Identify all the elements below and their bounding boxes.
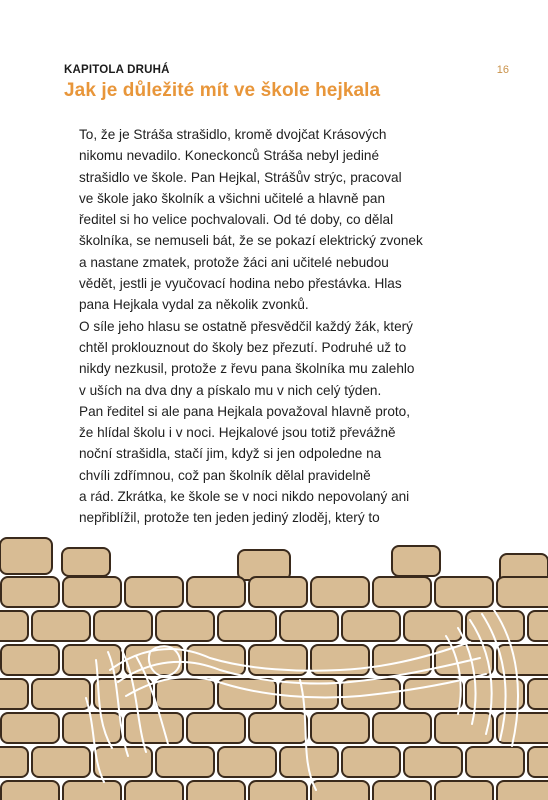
wall-stone: [497, 645, 548, 675]
text-line: To, že je Stráša strašidlo, kromě dvojčat Krásových: [79, 127, 387, 142]
wall-stone: [238, 550, 290, 580]
wall-stone: [94, 679, 152, 709]
wall-stone: [249, 713, 307, 743]
wall-stone: [373, 781, 431, 800]
wall-stone: [187, 713, 245, 743]
wall-stone: [392, 546, 440, 576]
wall-stone: [280, 611, 338, 641]
text-line: a rád. Zkrátka, ke škole se v noci nikdo nepovolaný ani: [79, 489, 410, 505]
chapter-title: Jak je důležité mít ve škole hejkala: [64, 80, 381, 101]
text-line: nepřiblížil, protože ten jeden jediný zloděj, který to: [79, 510, 380, 526]
wall-stone: [63, 781, 121, 800]
wall-stone: [156, 747, 214, 777]
wall-stone: [156, 679, 214, 709]
wall-stone: [435, 713, 493, 743]
wall-stone: [62, 548, 110, 576]
body-text: [79, 124, 499, 529]
wall-stone: [1, 645, 59, 675]
wall-stone: [404, 747, 462, 777]
text-line: ve škole jako školník a všichni učitelé a hlavně pan: [79, 190, 386, 206]
text-line: nikomu nevadilo. Koneckonců Stráša nebyl jediné: [79, 148, 380, 164]
wall-stone: [218, 747, 276, 777]
wall-stone: [249, 577, 307, 607]
text-line: vědět, jestli je vyučovací hodina nebo přestávka. Hlas: [79, 276, 402, 292]
wall-stone: [342, 747, 400, 777]
wall-stone: [311, 781, 369, 800]
wall-stone: [0, 538, 52, 574]
wall-stone: [497, 577, 548, 607]
text-line: strašidlo ve škole. Pan Hejkal, Strášův strýc, pracoval: [79, 169, 402, 185]
wall-stone: [94, 611, 152, 641]
wall-stone: [311, 713, 369, 743]
wall-stone: [187, 781, 245, 800]
wall-stone: [1, 781, 59, 800]
wall-stone: [0, 611, 28, 641]
wall-stone: [32, 679, 90, 709]
wall-stone: [63, 577, 121, 607]
wall-stone: [32, 747, 90, 777]
wall-stone: [528, 611, 548, 641]
wall-stone: [218, 611, 276, 641]
text-line: a nastane zmatek, protože žáci ani učitelé nebudou: [79, 254, 389, 270]
wall-stone: [404, 611, 462, 641]
wall-stone: [373, 713, 431, 743]
wall-stone: [311, 577, 369, 607]
wall-stone: [187, 577, 245, 607]
page-number: 16: [496, 64, 509, 76]
wall-stone: [1, 577, 59, 607]
text-line: O síle jeho hlasu se ostatně přesvědčil každý žák, který: [79, 318, 413, 334]
wall-stone: [342, 611, 400, 641]
wall-stone: [404, 679, 462, 709]
wall-stone: [63, 645, 121, 675]
wall-stone: [497, 781, 548, 800]
wall-stone: [94, 747, 152, 777]
wall-stone: [125, 781, 183, 800]
wall-stone: [373, 577, 431, 607]
text-line: noční strašidla, stačí jim, když si jen odpoledne na: [79, 446, 382, 462]
wall-stone: [32, 611, 90, 641]
text-line: Pan ředitel si ale pana Hejkala považoval hlavně proto,: [79, 403, 410, 419]
wall-stone: [528, 747, 548, 777]
wall-stone: [1, 713, 59, 743]
wall-stone: [528, 679, 548, 709]
text-line: pana Hejkala vydal za několik zvonků.: [79, 297, 309, 313]
wall-stone: [435, 781, 493, 800]
wall-stone: [0, 679, 28, 709]
wall-stone: [249, 781, 307, 800]
wall-stone: [125, 713, 183, 743]
text-line: chtěl proklouznout do školy bez přezutí. Podruhé už to: [79, 339, 407, 355]
text-line: že hlídal školu i v noci. Hejkalové jsou totiž převážně: [79, 425, 396, 441]
text-line: v uších na dva dny a pískalo mu v nich celý týden.: [79, 382, 382, 398]
wall-stone: [466, 747, 524, 777]
text-line: chvíli zdřímnou, což pan školník dělal pravidelně: [79, 467, 371, 483]
text-line: ředitel si ho velice pochvalovali. Od té doby, co dělal: [79, 212, 394, 228]
wall-stone: [125, 577, 183, 607]
wall-stone: [156, 611, 214, 641]
chapter-label: KAPITOLA DRUHÁ: [64, 64, 170, 76]
stone-wall-illustration: [0, 520, 548, 800]
wall-stone: [0, 747, 28, 777]
text-line: školníka, se nemuseli bát, že se pokazí elektrický zvonek: [79, 233, 423, 249]
wall-stone: [435, 577, 493, 607]
text-line: nikdy nezkusil, protože z řevu pana školníka mu zalehlo: [79, 361, 415, 377]
